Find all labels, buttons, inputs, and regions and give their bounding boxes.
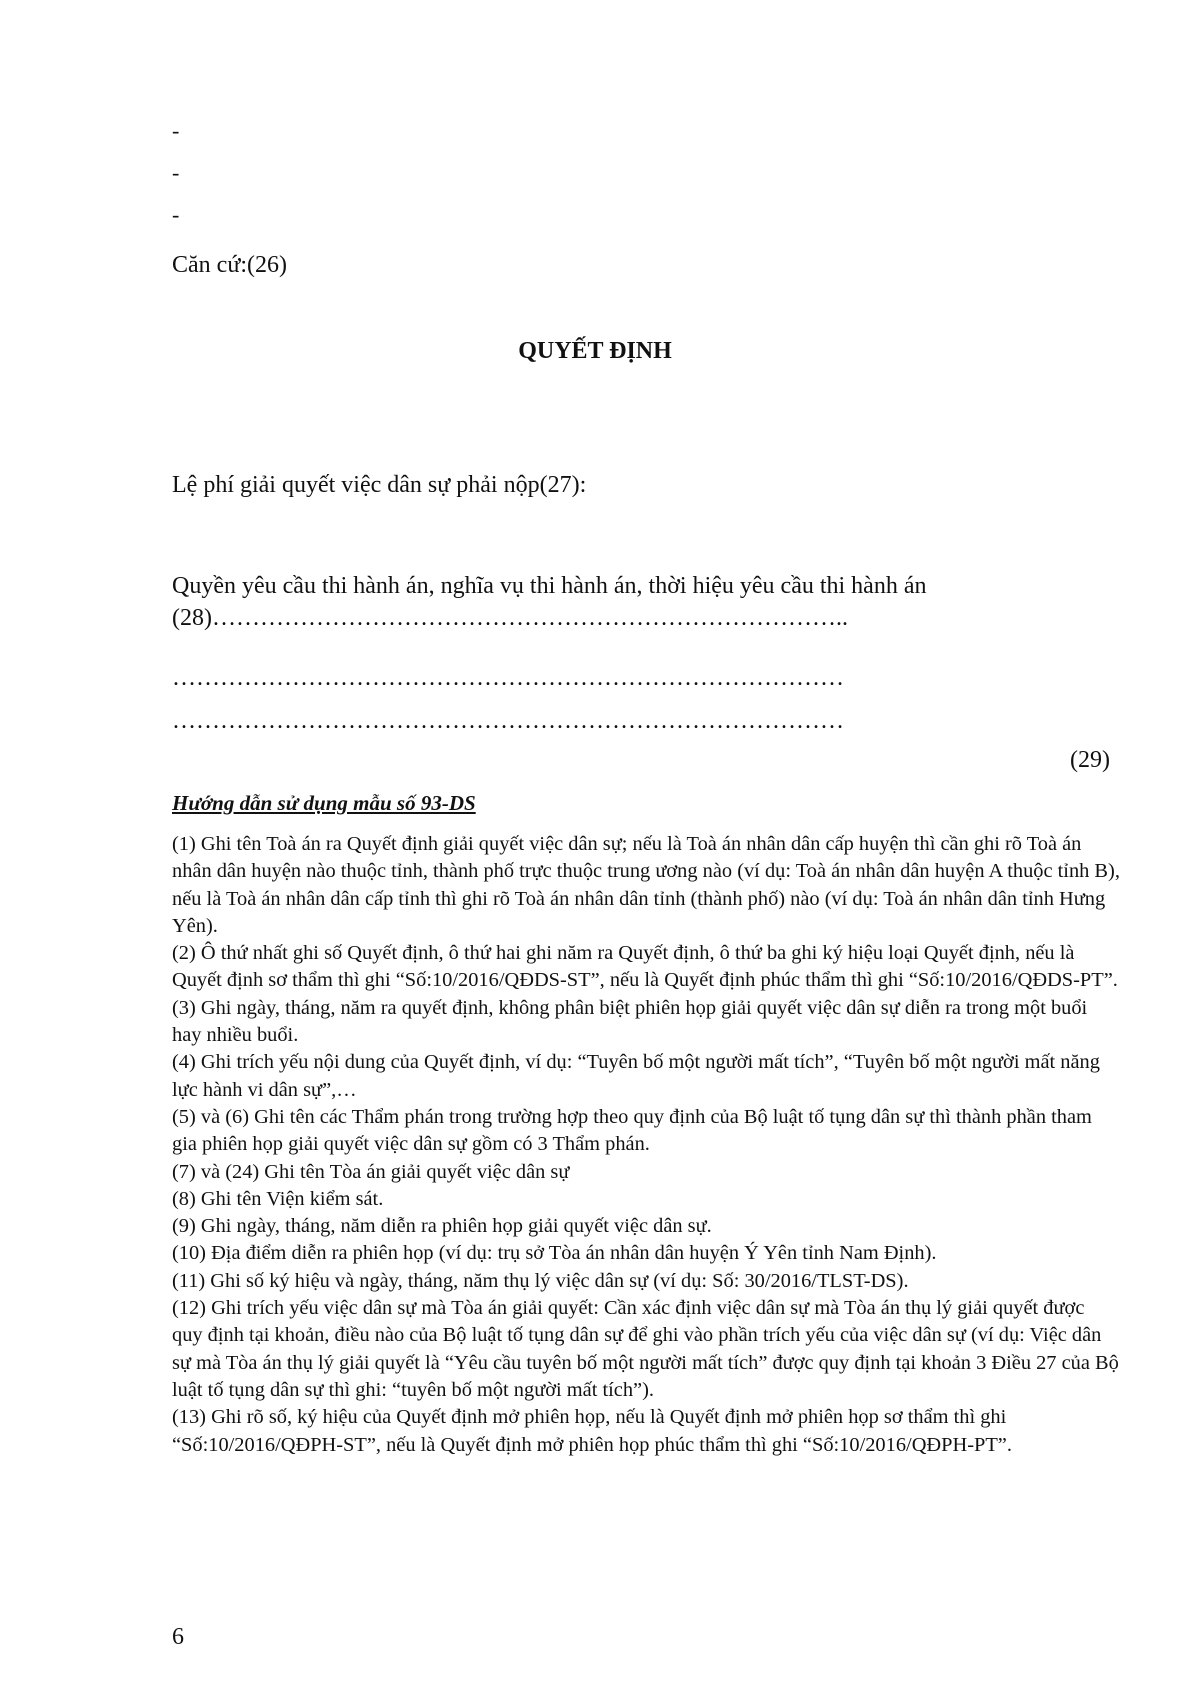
note-5-6: (5) và (6) Ghi tên các Thẩm phán trong trường hợp theo quy định của Bộ luật tố tụng dân sự thì thành phần tham gia phiên họp giải quyết việc dân sự gồm có 3 Thẩm phán.: [172, 1105, 1092, 1156]
note-3: (3) Ghi ngày, tháng, năm ra quyết định, không phân biệt phiên họp giải quyết việc dân sự diễn ra trong một buổi hay nhiều buổi.: [172, 996, 1088, 1047]
page-number: 6: [172, 1624, 184, 1650]
note-8: (8) Ghi tên Viện kiểm sát.: [172, 1187, 384, 1210]
basis-line: Căn cứ:(26): [172, 252, 287, 278]
guide-title: Hướng dẫn sử dụng mẫu số 93-DS: [172, 791, 476, 815]
dots-line-1: …………………………………………………………………………: [172, 665, 844, 691]
decision-title: QUYẾT ĐỊNH: [518, 338, 672, 364]
note-1: (1) Ghi tên Toà án ra Quyết định giải quyết việc dân sự; nếu là Toà án nhân dân cấp huyện thì cần ghi rõ Toà án nhân dân huyện nào thuộc tỉnh, thành phố trực thuộc trung ương nào (ví dụ: Toà án nhân dân huyện A thuộc tỉnh B), nếu là Toà án nhân dân cấp tỉnh thì ghi rõ Toà án nhân dân tỉnh (thành phố) nào (ví dụ: Toà án nhân dân tỉnh Hưng Yên).: [172, 833, 1120, 937]
dash-3: -: [172, 202, 180, 227]
note-2: (2) Ô thứ nhất ghi số Quyết định, ô thứ hai ghi năm ra Quyết định, ô thứ ba ghi ký hiệu loại Quyết định, nếu là Quyết định sơ thẩm thì ghi “Số:10/2016/QĐDS-ST”, nếu là Quyết định phúc thẩm thì ghi “Số:10/2016/QĐDS-PT”.: [172, 942, 1118, 992]
marker-29: (29): [1070, 747, 1110, 773]
dash-2: -: [172, 160, 180, 185]
note-4: (4) Ghi trích yếu nội dung của Quyết định, ví dụ: “Tuyên bố một người mất tích”, “Tuyên bố một người mất năng lực hành vi dân sự”,…: [172, 1051, 1100, 1101]
note-10: (10) Địa điểm diễn ra phiên họp (ví dụ: trụ sở Tòa án nhân dân huyện Ý Yên tỉnh Nam Định).: [172, 1242, 937, 1265]
rights-line-1: Quyền yêu cầu thi hành án, nghĩa vụ thi hành án, thời hiệu yêu cầu thi hành án: [172, 573, 927, 599]
note-7-24: (7) và (24) Ghi tên Tòa án giải quyết việc dân sự: [172, 1160, 570, 1183]
note-13: (13) Ghi rõ số, ký hiệu của Quyết định mở phiên họp, nếu là Quyết định mở phiên họp sơ thẩm thì ghi “Số:10/2016/QĐPH-ST”, nếu là Quyết định mở phiên họp phúc thẩm thì ghi “Số:10/2016/QĐPH-PT”.: [172, 1406, 1012, 1456]
rights-line-2: (28)……………………………………………………………………..: [172, 605, 848, 631]
dash-1: -: [172, 118, 180, 143]
dots-line-2: …………………………………………………………………………: [172, 708, 844, 734]
note-9: (9) Ghi ngày, tháng, năm diễn ra phiên họp giải quyết việc dân sự.: [172, 1215, 712, 1238]
note-12: (12) Ghi trích yếu việc dân sự mà Tòa án giải quyết: Cần xác định việc dân sự mà Tòa án thụ lý giải quyết được quy định tại khoản, điều nào của Bộ luật tố tụng dân sự để ghi vào phần trích yếu của việc dân sự (ví dụ: Việc dân sự mà Tòa án thụ lý giải quyết là “Yêu cầu tuyên bố một người mất tích” được quy định tại khoản 3 Điều 27 của Bộ luật tố tụng dân sự thì ghi: “tuyên bố một người mất tích”).: [172, 1297, 1119, 1401]
fee-line: Lệ phí giải quyết việc dân sự phải nộp(27):: [172, 472, 587, 498]
guide-notes: [172, 831, 1120, 1459]
note-11: (11) Ghi số ký hiệu và ngày, tháng, năm thụ lý việc dân sự (ví dụ: Số: 30/2016/TLST-DS).: [172, 1269, 909, 1292]
